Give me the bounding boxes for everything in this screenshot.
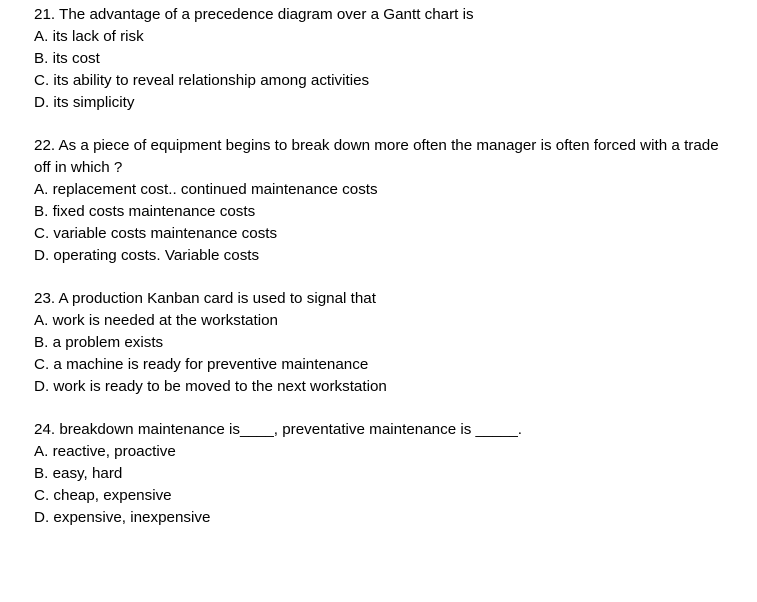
option-d: D. expensive, inexpensive	[34, 509, 211, 526]
option-d: D. operating costs. Variable costs	[34, 247, 260, 264]
question-23	[34, 288, 387, 398]
option-c: C. a machine is ready for preventive maintenance	[34, 356, 369, 373]
option-b: B. easy, hard	[34, 465, 123, 482]
option-c: C. its ability to reveal relationship among activities	[34, 72, 370, 89]
option-b: B. its cost	[34, 50, 100, 67]
option-b: B. fixed costs maintenance costs	[34, 203, 256, 220]
question-stem: 21. The advantage of a precedence diagram over a Gantt chart is	[34, 6, 474, 23]
option-d: D. its simplicity	[34, 94, 135, 111]
option-c: C. cheap, expensive	[34, 487, 172, 504]
question-21	[34, 4, 474, 114]
option-b: B. a problem exists	[34, 334, 164, 351]
question-24	[34, 419, 522, 529]
option-a: A. work is needed at the workstation	[34, 312, 278, 329]
question-stem: 23. A production Kanban card is used to signal that	[34, 290, 376, 307]
question-stem: 24. breakdown maintenance is____, preventative maintenance is _____.	[34, 421, 523, 438]
option-c: C. variable costs maintenance costs	[34, 225, 278, 242]
question-22	[34, 135, 734, 267]
option-a: A. its lack of risk	[34, 28, 144, 45]
option-a: A. replacement cost.. continued maintenance costs	[34, 181, 378, 198]
question-stem: 22. As a piece of equipment begins to break down more often the manager is often forced with a trade off in which ?	[34, 137, 719, 176]
option-d: D. work is ready to be moved to the next workstation	[34, 378, 387, 395]
option-a: A. reactive, proactive	[34, 443, 176, 460]
